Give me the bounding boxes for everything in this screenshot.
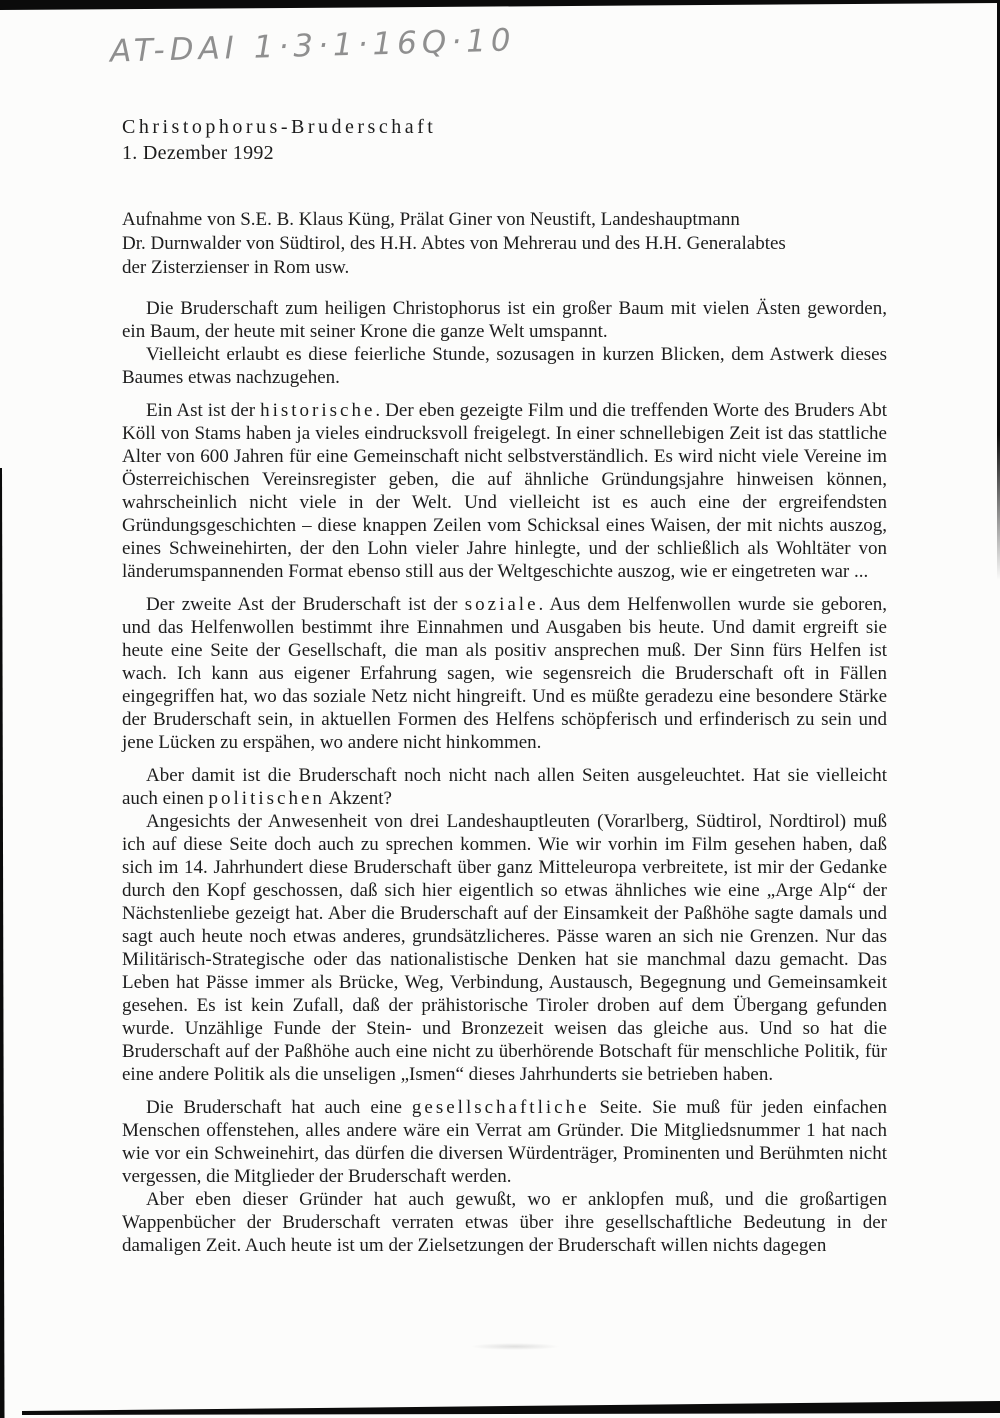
handwritten-archive-reference: AT-DAI 1·3·1·16Q·10 (109, 22, 517, 70)
paragraph-block-historic (122, 399, 887, 583)
paragraph-text: Ein Ast ist der (146, 400, 261, 421)
paragraph-text: Vielleicht erlaubt es diese feierliche Stunde, sozusagen in kurzen Blicken, dem Astwerk dieses Baumes etwas nachzugehen. (122, 344, 887, 388)
paragraph-text: Aber eben dieser Gründer hat auch gewußt, wo er anklopfen muß, und die großartigen Wappenbücher der Bruderschaft verraten etwas über ihre gesellschaftliche Bedeutung in der damaligen Zeit. Auch heute ist um der Zielsetzungen der Bruderschaft willen nichts dagegen (122, 1189, 887, 1256)
paragraph-block-political (122, 764, 887, 1086)
paragraph (122, 399, 887, 583)
paragraph-text: Aber damit ist die Bruderschaft noch nicht nach allen Seiten ausgeleuchtet. Hat sie vielleicht auch einen (122, 765, 887, 809)
paragraph-text: Die Bruderschaft zum heiligen Christophorus ist ein großer Baum mit vielen Ästen geworden, ein Baum, der heute mit seiner Krone die ganze Welt umspannt. (122, 298, 887, 342)
paragraph (122, 1096, 887, 1188)
recipient-line: der Zisterzienser in Rom usw. (122, 257, 350, 278)
paragraph (122, 764, 887, 810)
document-body (122, 297, 887, 1267)
paragraph-text: Der zweite Ast der Bruderschaft ist der (146, 594, 465, 615)
paragraph (122, 343, 887, 389)
emphasized-word: gesellschaftliche (411, 1097, 590, 1118)
paragraph-text: . Der eben gezeigte Film und die treffenden Worte des Bruders Abt Köll von Stams haben ja vieles eindrucksvoll freigelegt. In einer schnellebigen Zeit ist das stattliche Alter von 600 Jahren für eine Gemeinschaft nicht selbstverständlich. Es wird nicht viele Vereine im Österreichischen Vereinsregister geben, die auf ähnliche Gründungsjahre hinweisen können, wahrscheinlich nicht viele in der Welt. Und vielleicht ist es auch eine der ergreifendsten Gründungsgeschichten – diese knappen Zeilen vom Schicksal eines Waisen, der mit nichts auszog, eines Schweinehirten, der den Lohn vieler Jahre hinlegte, und der schließlich als Wohltäter von länderumspannenden Format ebenso still aus der Weltgeschichte auszog, wie er eingetreten war ... (122, 400, 887, 582)
paragraph-text: . Aus dem Helfenwollen wurde sie geboren, und das Helfenwollen bestimmt ihre Einnahmen und Ausgaben bis heute. Und damit ergreift sie heute eine Seite der Gesellschaft, die man als positiv ansprechen muß. Der Sinn fürs Helfen ist wach. Ich kann aus eigener Erfahrung sagen, wie segensreich die Bruderschaft oft in Fällen eingegriffen hat, wo das soziale Netz nicht hingreift. Und es müßte geradezu eine besondere Stärke der Bruderschaft sein, in aktuellen Formen des Helfens schöpferisch und erfinderisch zu sein und jene Lücken zu erspähen, wo andere nicht hinkommen. (122, 594, 887, 753)
paragraph-block-social (122, 593, 887, 754)
paragraph-block-intro (122, 297, 887, 389)
scan-edge-top (0, 0, 1000, 12)
recipient-block (122, 208, 900, 280)
document-header (122, 114, 436, 166)
paragraph-text: Angesichts der Anwesenheit von drei Landeshauptleuten (Vorarlberg, Südtirol, Nordtirol) muß ich auf diese Seite doch auch zu sprechen kommen. Wie wir vorhin im Film gesehen haben, daß sich im 14. Jahrhundert diese Bruderschaft über ganz Mitteleuropa verbreitete, ist mir der Gedanke durch den Kopf geschossen, daß sich hier eigentlich so etwas ähnliches wie eine „Arge Alp“ der Nächstenliebe gezeigt hat. Aber die Bruderschaft auf der Einsamkeit der Paßhöhe sagte damals und sagt auch heute noch etwas anderes, grundsätzlicheres. Pässe waren an sich nie Grenzen. Nur das Militärisch-Strategische oder das nationalistische Denken hat sie manchmal dazu gemacht. Das Leben hat Pässe immer als Brücke, Weg, Verbindung, Austausch, Begegnung und Gemeinsamkeit gesehen. Es ist kein Zufall, daß der prähistorische Tiroler droben auf dem Übergang gefunden wurde. Unzählige Funde der Stein- und Bronzezeit weisen das gleiche aus. Und so hat die Bruderschaft auf der Paßhöhe auch eine nicht zu überhörende Botschaft für menschliche Politik, für eine andere Politik als die unseligen „Ismen“ dieses Jahrhunderts sie betrieben haben. (122, 811, 887, 1085)
recipient-line: Dr. Durnwalder von Südtirol, des H.H. Abtes von Mehrerau und des H.H. Generalabtes (122, 233, 786, 254)
paragraph (122, 1188, 887, 1257)
recipient-line: Aufnahme von S.E. B. Klaus Küng, Prälat Giner von Neustift, Landeshauptmann (122, 209, 740, 230)
scan-smudge (470, 1343, 560, 1350)
paragraph-text: Seite. Sie muß für jeden einfachen Menschen offenstehen, alles andere wäre ein Verrat am Gründer. Die Mitgliedsnummer 1 hat nach wie vor ein Schweinehirt, das dürfen die diversen Würdenträger, Prominenten und Berühmten nicht vergessen, die Mitglieder der Bruderschaft werden. (122, 1097, 887, 1187)
scan-edge-left (0, 468, 5, 1418)
document-date: 1. Dezember 1992 (122, 142, 274, 164)
emphasized-word: soziale (464, 594, 539, 615)
paragraph (122, 593, 887, 754)
paragraph-text: Die Bruderschaft hat auch eine (146, 1097, 412, 1118)
scan-edge-bottom (0, 1400, 1000, 1418)
paragraph (122, 810, 887, 1086)
paragraph-block-societal (122, 1096, 887, 1257)
paragraph-text: Akzent? (324, 788, 392, 809)
paragraph (122, 297, 887, 343)
document-title: Christophorus-Bruderschaft (122, 116, 437, 138)
emphasized-word: politischen (208, 788, 325, 809)
emphasized-word: historische (260, 400, 376, 421)
